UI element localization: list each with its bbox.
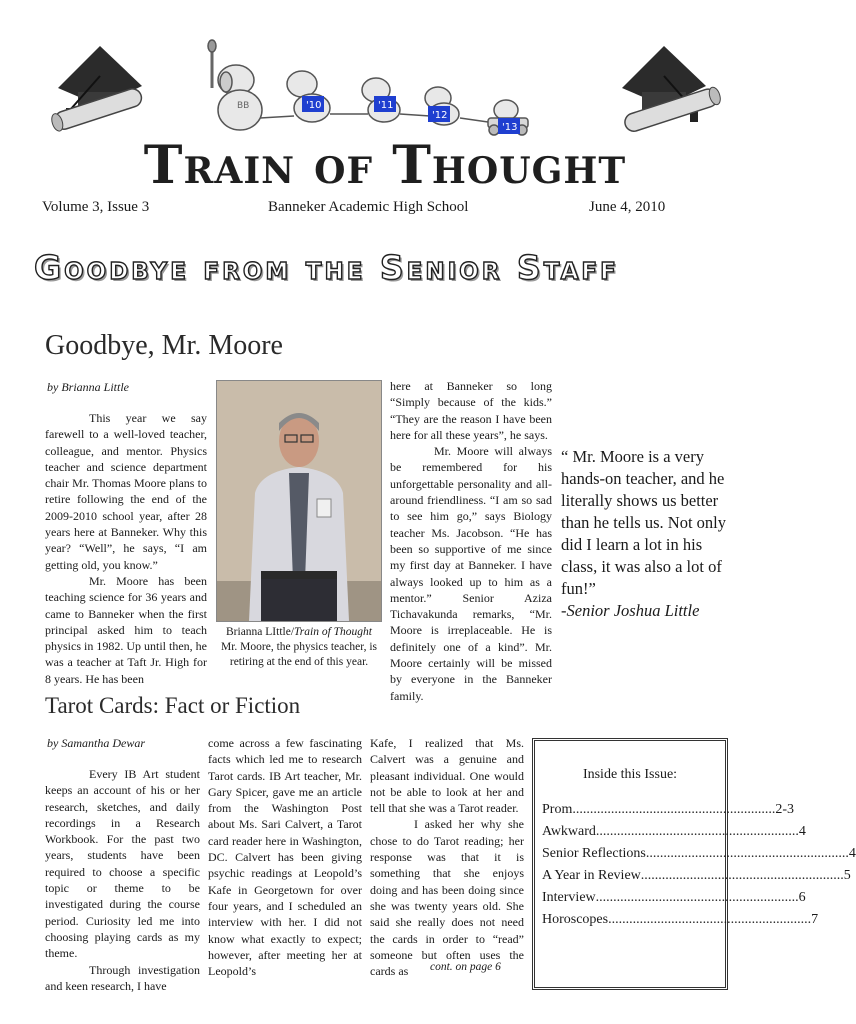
contents-item[interactable] [535, 909, 819, 931]
dot-leader: .......................................................... [608, 912, 812, 927]
year-tag-10 [302, 96, 324, 112]
contents-item-page: 5 [843, 868, 851, 883]
article-column [208, 735, 362, 979]
article-byline: by Brianna Little [47, 380, 129, 394]
dot-leader: .......................................................... [595, 824, 799, 839]
contents-item[interactable] [535, 799, 795, 821]
contents-item-label: Interview [542, 890, 596, 905]
issue-volume: Volume 3, Issue 3 [42, 199, 150, 215]
contents-item-label: Awkward [542, 824, 596, 839]
photo-credit [214, 625, 384, 640]
article-column [390, 378, 552, 704]
contents-item-label: A Year in Review [542, 868, 641, 883]
article-column [45, 410, 207, 687]
person-photo-icon [217, 381, 381, 621]
paragraph: Every IB Art student keeps an account of his or her research, sketches, and daily recordings in a Research Workbook. For the past two years, students have been required to choose a specific topic or theme to be investigated during the course period. Curiosity led me into choosing playing cards as my theme. [45, 767, 200, 961]
photo-credit-publication: Train of Thought [294, 626, 372, 638]
paragraph: Mr. Moore has been teaching science for 36 years and came to Banneker when the first principal asked him to teach physics in 1982. Up until then, he was a teacher at Taft Jr. High for 8 years. He has been [45, 573, 207, 686]
puppy-train-icon [208, 40, 528, 135]
continued-note: cont. on page 6 [430, 961, 501, 973]
masthead-illustration [40, 38, 730, 146]
contents-item-page: 2-3 [775, 802, 795, 817]
newsletter-title: Train of Thought [143, 135, 627, 196]
issue-date: June 4, 2010 [589, 199, 666, 215]
contents-item[interactable] [535, 887, 806, 909]
quote-attribution: -Senior Joshua Little [561, 601, 700, 620]
article-headline: Goodbye, Mr. Moore [45, 330, 283, 361]
article-column [370, 735, 524, 979]
inside-this-issue-box [532, 738, 856, 990]
contents-item[interactable] [535, 843, 856, 865]
puppy-label: BB [237, 101, 250, 111]
contents-item[interactable] [535, 865, 851, 887]
dot-leader: .......................................................... [640, 868, 844, 883]
year-tag-12 [428, 106, 450, 122]
contents-item-page: 4 [848, 846, 856, 861]
contents-item-page: 4 [798, 824, 806, 839]
dot-leader: .......................................................... [572, 802, 776, 817]
paragraph: come across a few fascinating facts which led me to research Tarot cards. IB Art teacher, Mr. Gary Spicer, gave me an article from the Washington Post about Ms. Sari Calvert, a Tarot card reader here in Washington, DC. Calvert has been giving psychic readings at Leopold’s Kafe in Georgetown for over four years, and I scheduled an interview with her. I did not know what exactly to expect; however, after meeting her at Leopold’s [208, 736, 362, 979]
contents-item-label: Senior Reflections [542, 846, 646, 861]
school-name: Banneker Academic High School [268, 199, 469, 215]
svg-text:'12: '12 [432, 110, 448, 121]
article-headline: Tarot Cards: Fact or Fiction [45, 693, 301, 718]
paragraph: Through investigation and keen research, I have [45, 962, 200, 993]
pull-quote [561, 446, 727, 622]
teacher-photo [216, 380, 382, 622]
year-tag-13 [498, 118, 520, 134]
section-banner: Goodbye from the Senior Staff [34, 248, 619, 287]
dot-leader: .......................................................... [595, 890, 799, 905]
paragraph: here at Banneker so long “Simply because of the kids.” “They are the reason I have been here for all these years”, he says. [390, 379, 552, 442]
caption-text: Mr. Moore, the physics teacher, is retiring at the end of this year. [220, 641, 378, 668]
paragraph: I asked her why she chose to do Tarot reading; her response was that it is something that she enjoys doing and has been doing since she was twenty years old. She said she really does not need the cards in order to “read” someone but often uses the cards as [370, 817, 524, 979]
contents-item-label: Horoscopes [542, 912, 609, 927]
year-tag-11 [374, 96, 396, 112]
contents-item-page: 6 [798, 890, 806, 905]
paragraph: Kafe, I realized that Ms. Calvert was a genuine and pleasant individual. One would not be able to look at her and tell that she was a Tarot reader. [370, 736, 524, 816]
article-column [45, 766, 200, 994]
photo-caption [214, 625, 384, 670]
svg-text:'13: '13 [502, 122, 518, 133]
contents-item-page: 7 [811, 912, 819, 927]
svg-text:'10: '10 [306, 100, 322, 111]
svg-text:'11: '11 [378, 100, 394, 111]
article-byline: by Samantha Dewar [47, 736, 145, 750]
contents-title: Inside this Issue: [582, 767, 678, 782]
contents-item-label: Prom [542, 802, 573, 817]
contents-item[interactable] [535, 821, 806, 843]
dot-leader: .......................................................... [645, 846, 849, 861]
photo-credit-name: Brianna LIttle/ [226, 626, 295, 638]
paragraph: Mr. Moore will always be remembered for his unforgettable personality and all-around friendliness. “I am so sad to see him go,” says Biology teacher Ms. Jacobson. “He has been so supportive of me since my first day at Banneker. I have always looked up to him as a mentor.” Senior Aziza Tichavakunda remarks, “Mr. Moore is irreplaceable. He is definitely one of a kind”. Mr. Moore certainly will be missed by everyone in the Banneker family. [390, 444, 552, 703]
paragraph: This year we say farewell to a well-loved teacher, colleague, and mentor. Physics teacher and science department chair Mr. Thomas Moore plans to retire following the end of the 2009-2010 school year, after 28 years here at Banneker. Why this year? “Well”, he says, “I am getting old, you know.” [45, 411, 207, 572]
quote-text: “ Mr. Moore is a very hands-on teacher, and he literally shows us better than he tells us. Not only did I learn a lot in his class, it was also a lot of fun!” [561, 447, 726, 598]
